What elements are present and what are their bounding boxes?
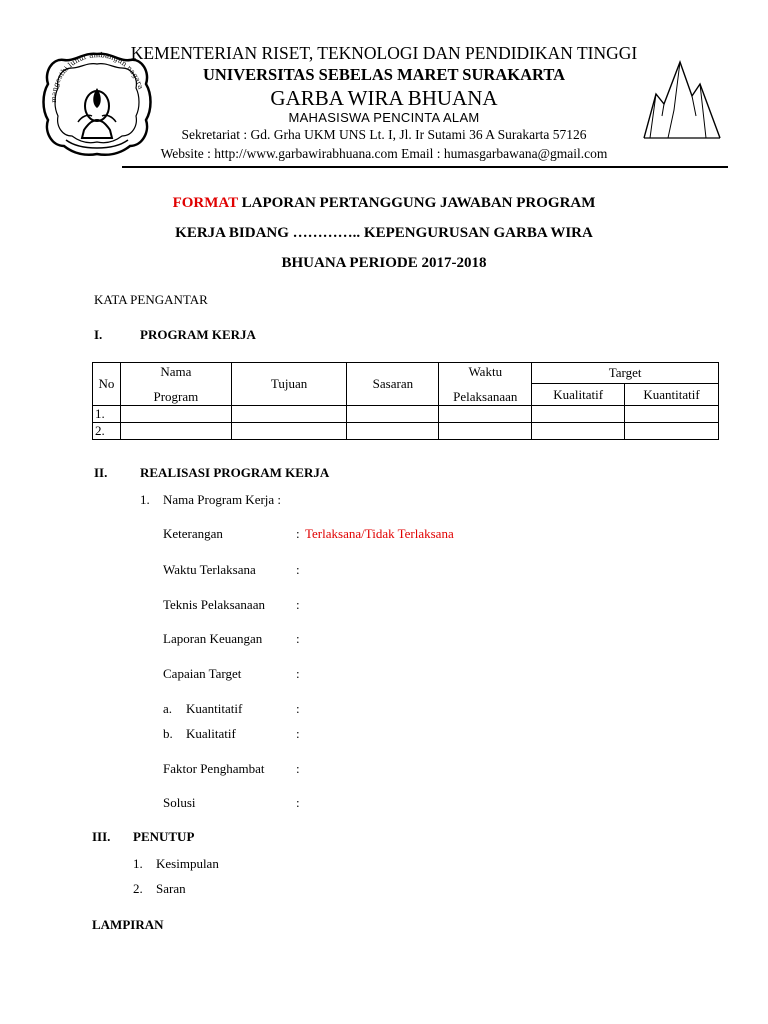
table-cell	[231, 406, 347, 423]
table-cell	[532, 406, 625, 423]
table-row	[93, 423, 719, 440]
title-line-1	[0, 195, 768, 212]
field-label: Kuantitatif	[186, 701, 243, 716]
table-cell	[625, 423, 719, 440]
svg-text:mangesthi luhur ambangun nagar: mangesthi luhur ambangun nagara	[49, 51, 145, 103]
penutup-item-number: 1.	[133, 856, 143, 871]
penutup-item-saran: Saran	[156, 881, 186, 896]
field-label: Faktor Penghambat	[163, 761, 265, 776]
title-line-1-text: LAPORAN PERTANGGUNG JAWABAN PROGRAM	[237, 195, 596, 211]
col-nama-program-line1: Nama	[160, 363, 192, 379]
section-3-title: PENUTUP	[133, 829, 195, 844]
table-cell	[625, 406, 719, 423]
table-cell	[347, 406, 439, 423]
field-label: Keterangan	[163, 526, 223, 541]
title-line-2: KERJA BIDANG ………….. KEPENGURUSAN GARBA WIRA	[175, 225, 593, 241]
col-nama-program	[120, 363, 231, 406]
field-label: Laporan Keuangan	[163, 631, 263, 646]
ministry-name: KEMENTERIAN RISET, TEKNOLOGI DAN PENDIDIKAN TINGGI	[130, 43, 638, 63]
table-row	[93, 406, 719, 423]
col-no: No	[93, 363, 121, 406]
col-target: Target	[532, 363, 719, 384]
section-3-number: III.	[92, 829, 111, 844]
col-nama-program-line2: Program	[153, 388, 199, 404]
field-colon: :	[296, 666, 300, 681]
field-label: Capaian Target	[163, 666, 242, 681]
col-waktu-line2: Pelaksanaan	[453, 388, 518, 404]
field-letter: b.	[163, 726, 173, 741]
field-colon: :	[296, 597, 300, 612]
section-1-number: I.	[94, 327, 103, 342]
field-colon: :	[296, 701, 300, 716]
organization-subtitle: MAHASISWA PENCINTA ALAM	[288, 110, 480, 125]
table-cell	[231, 423, 347, 440]
field-value: Terlaksana/Tidak Terlaksana	[305, 526, 454, 541]
field-colon: :	[296, 562, 300, 577]
field-label: Waktu Terlaksana	[163, 562, 256, 577]
section-1-title: PROGRAM KERJA	[140, 327, 256, 342]
field-colon: :	[296, 795, 300, 810]
table-cell	[439, 406, 532, 423]
table-cell	[347, 423, 439, 440]
field-letter: a.	[163, 701, 173, 716]
field-label: Solusi	[163, 795, 196, 810]
col-kualitatif: Kualitatif	[532, 384, 625, 406]
field-colon: :	[296, 631, 300, 646]
penutup-item-kesimpulan: Kesimpulan	[156, 856, 219, 871]
kata-pengantar-heading: KATA PENGANTAR	[94, 292, 208, 307]
field-label: Teknis Pelaksanaan	[163, 597, 265, 612]
secretariat-address: Sekretariat : Gd. Grha UKM UNS Lt. I, Jl. Ir Sutami 36 A Surakarta 57126	[181, 127, 587, 142]
penutup-item-number: 2.	[133, 881, 143, 896]
table-cell	[120, 406, 231, 423]
lampiran-heading: LAMPIRAN	[92, 917, 164, 932]
field-colon: :	[296, 526, 300, 541]
section-2-title: REALISASI PROGRAM KERJA	[140, 465, 330, 480]
university-name: UNIVERSITAS SEBELAS MARET SURAKARTA	[202, 65, 566, 84]
item-1-label: Nama Program Kerja :	[163, 492, 282, 507]
title-line-3: BHUANA PERIODE 2017-2018	[281, 255, 487, 271]
col-tujuan: Tujuan	[231, 363, 347, 406]
item-1-number: 1.	[140, 492, 150, 507]
table-cell	[120, 423, 231, 440]
col-waktu-pelaksanaan	[439, 363, 532, 406]
field-colon: :	[296, 726, 300, 741]
section-2-number: II.	[94, 465, 108, 480]
letterhead-divider	[122, 166, 728, 168]
table-cell	[439, 423, 532, 440]
field-label: Kualitatif	[186, 726, 236, 741]
col-waktu-line1: Waktu	[468, 363, 503, 379]
format-word: FORMAT	[172, 195, 238, 211]
field-colon: :	[296, 761, 300, 776]
organization-name: GARBA WIRA BHUANA	[270, 86, 498, 110]
website-email: Website : http://www.garbawirabhuana.com Email : humasgarbawana@gmail.com	[160, 146, 608, 161]
col-sasaran: Sasaran	[347, 363, 439, 406]
program-kerja-table	[92, 362, 719, 440]
table-cell	[532, 423, 625, 440]
row-number: 1.	[93, 406, 121, 423]
row-number: 2.	[93, 423, 121, 440]
col-kuantitatif: Kuantitatif	[625, 384, 719, 406]
